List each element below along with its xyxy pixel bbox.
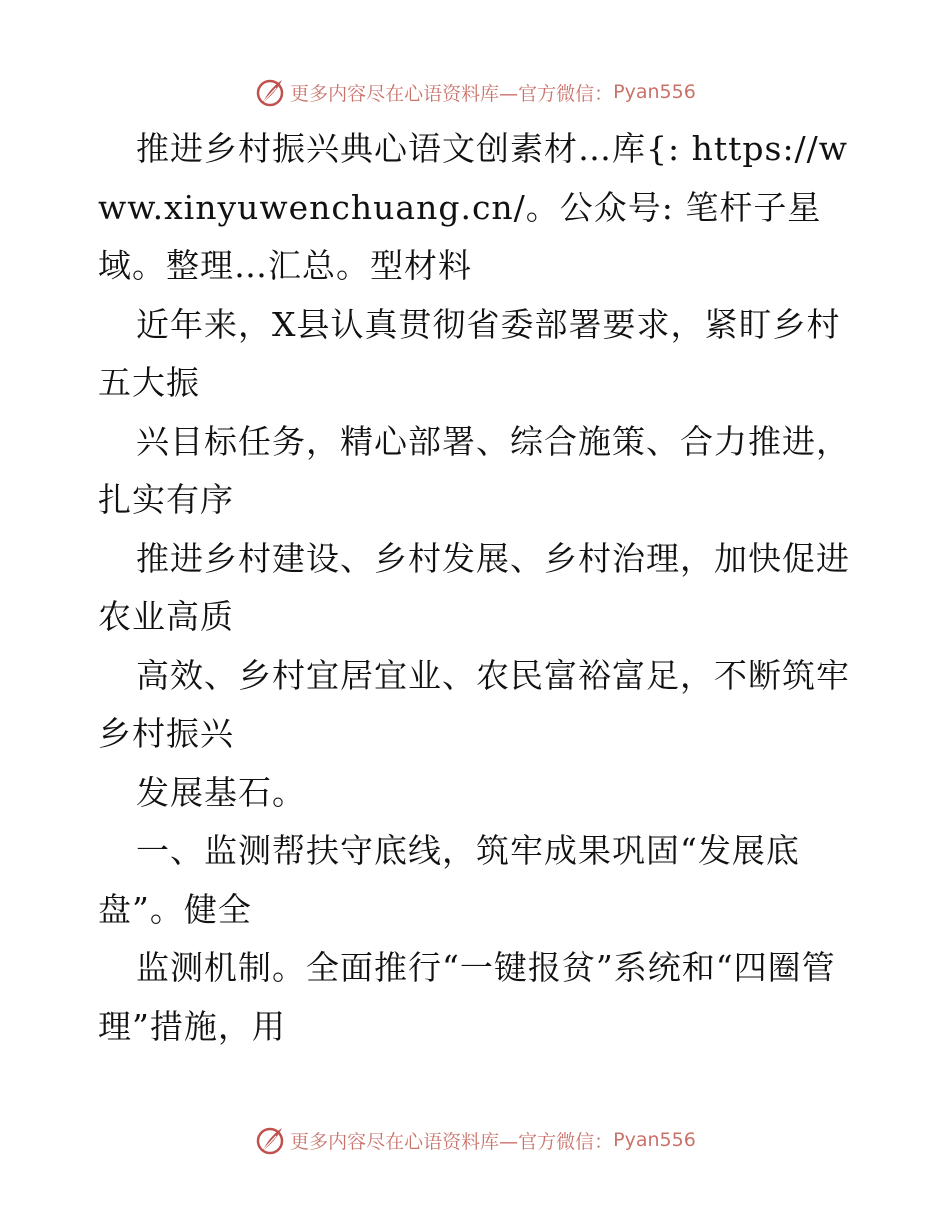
- paragraph-5: 高效、乡村宜居宜业、农民富裕富足，不断筑牢乡村振兴: [98, 655, 850, 753]
- feather-pen-logo-icon: [254, 76, 286, 108]
- feather-pen-logo-icon: [254, 1124, 286, 1156]
- page-footer-banner: [0, 1120, 950, 1160]
- footer-contact-id: Pyan556: [613, 1129, 696, 1151]
- paragraph-1: 推进乡村振兴典心语文创素材…库{: https://www.xinyuwenchuang.cn/。公众号: 笔杆子星域。整理…汇总。型材料: [98, 129, 849, 285]
- page-header-banner: [0, 72, 950, 112]
- paragraph-8: 监测机制。全面推行“一键报贫”系统和“四圈管理”措施，用: [98, 948, 836, 1046]
- document-body: [98, 120, 858, 1056]
- paragraph-3: 兴目标任务，精心部署、综合施策、合力推进，扎实有序: [98, 421, 850, 519]
- header-contact-id: Pyan556: [613, 81, 696, 103]
- paragraph-4: 推进乡村建设、乡村发展、乡村治理，加快促进农业高质: [98, 538, 850, 636]
- header-banner-text: 更多内容尽在心语资料库—官方微信：: [290, 82, 614, 105]
- paragraph-2: 近年来，X县认真贯彻省委部署要求，紧盯乡村五大振: [98, 304, 841, 402]
- footer-banner-text: 更多内容尽在心语资料库—官方微信：: [290, 1130, 614, 1153]
- paragraph-6: 发展基石。: [136, 772, 306, 812]
- paragraph-7: 一、监测帮扶守底线，筑牢成果巩固“发展底盘”。健全: [98, 831, 800, 929]
